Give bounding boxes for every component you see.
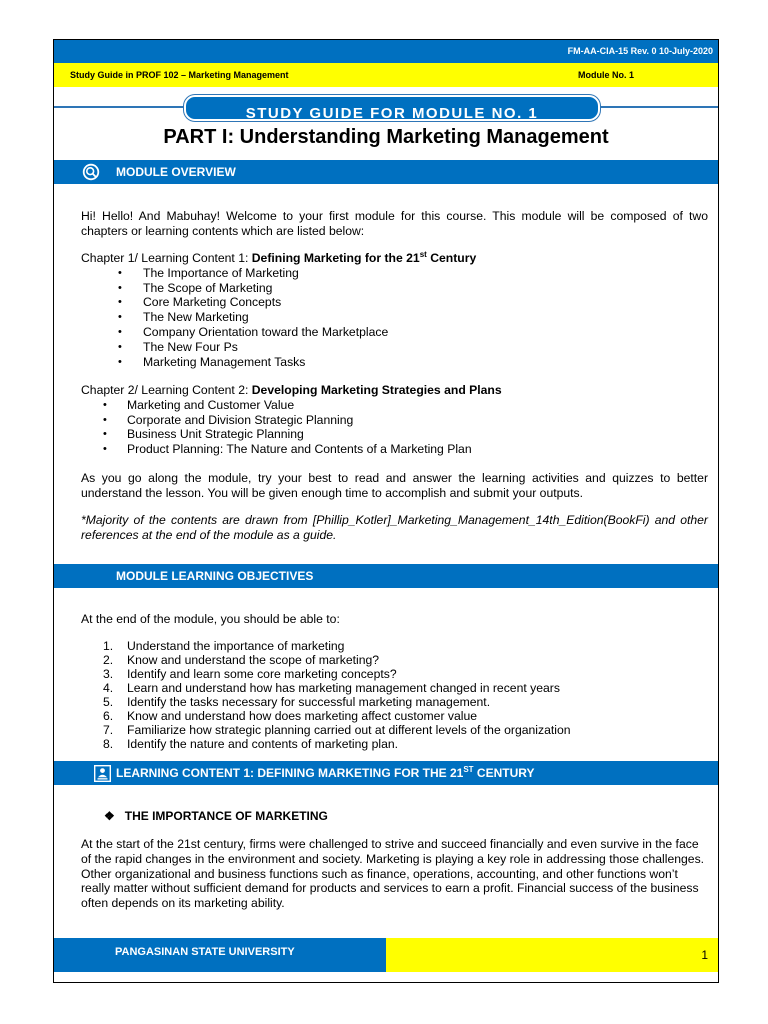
chapter2-title: Developing Marketing Strategies and Plans [251,383,502,397]
list-item: • The Scope of Marketing [81,281,708,296]
item-text: Identify the nature and contents of marketing plan. [127,737,399,751]
chapter1-title-end: Century [426,251,477,265]
item-text: Identify and learn some core marketing concepts? [127,667,397,681]
page-title: PART I: Understanding Marketing Management [163,126,609,148]
module-overview-title: MODULE OVERVIEW [116,165,236,179]
user-document-icon [94,765,111,782]
list-item [81,737,708,751]
item-number: 6. [103,709,114,723]
overview-closing: As you go along the module, try your best to read and answer the learning activities and quizzes to better understand the lesson. You will be given enough time to accomplish and submit your outputs. [81,471,708,500]
objectives-block [81,639,708,751]
search-icon [82,163,100,181]
module-banner [184,95,600,121]
list-item: • Marketing and Customer Value [81,398,708,413]
item-number: 2. [103,653,114,667]
item-text: Know and understand the scope of marketing? [127,653,380,667]
chapter1-list [81,266,708,370]
footer-page-bar [386,938,718,972]
chapter1-line [81,251,708,266]
chapter1-block [81,251,708,369]
chapter1-title: Defining Marketing for the 21 [251,251,420,265]
list-item [81,639,708,653]
objectives-list [81,639,708,751]
chapter1-prefix: Chapter 1/ Learning Content 1: [81,251,252,265]
module-objectives-header [54,564,718,588]
chapter2-list [81,398,708,457]
objectives-intro: At the end of the module, you should be able to: [81,612,340,626]
list-item: • Marketing Management Tasks [81,355,708,370]
list-item [81,723,708,737]
item-text: Familiarize how strategic planning carried out at different levels of the organization [127,723,571,737]
item-text: Learn and understand how has marketing management changed in recent years [127,681,560,695]
list-item: • Core Marketing Concepts [81,295,708,310]
list-item [81,709,708,723]
learning-content-title [116,761,534,785]
item-number: 5. [103,695,114,709]
chapter1-title-sup: st [419,249,427,259]
item-number: 7. [103,723,114,737]
learning-content-header [54,761,718,785]
footer-university-bar [54,938,386,972]
item-text: Identify the tasks necessary for successful marketing management. [127,695,491,709]
chapter2-prefix: Chapter 2/ Learning Content 2: [81,383,252,397]
list-item [81,681,708,695]
list-item: • Corporate and Division Strategic Planning [81,413,708,428]
subheading-text: THE IMPORTANCE OF MARKETING [124,809,328,823]
list-item: • The New Marketing [81,310,708,325]
footer-university: PANGASINAN STATE UNIVERSITY [115,946,295,958]
list-item: • Product Planning: The Nature and Contents of a Marketing Plan [81,442,708,457]
item-text: Understand the importance of marketing [127,639,345,653]
overview-note: *Majority of the contents are drawn from [Phillip_Kotler]_Marketing_Management_14th_Edition(BookFi) and other references at the end of the module as a guide. [81,513,708,542]
page-number: 1 [701,948,708,962]
module-number: Module No. 1 [578,70,634,80]
diamond-bullet-icon: ❖ [104,809,115,823]
form-code-bar [54,40,718,63]
list-item [81,695,708,709]
chapter2-block [81,383,708,457]
item-text: Know and understand how does marketing affect customer value [127,709,478,723]
item-number: 3. [103,667,114,681]
chapter2-line [81,383,708,398]
learning-content-title-text: LEARNING CONTENT 1: DEFINING MARKETING FOR THE 21 [116,766,464,780]
study-guide-bar [54,63,718,87]
learning-content-title-sup: ST [463,765,474,774]
list-item: • Company Orientation toward the Marketplace [81,325,708,340]
item-number: 4. [103,681,114,695]
overview-intro: Hi! Hello! And Mabuhay! Welcome to your first module for this course. This module will be composed of two chapters or learning contents which are listed below: [81,209,708,238]
module-overview-header [54,160,718,184]
list-item [81,653,708,667]
form-code: FM-AA-CIA-15 Rev. 0 10-July-2020 [567,46,713,56]
study-guide-label: Study Guide in PROF 102 – Marketing Management [70,70,289,80]
module-objectives-title: MODULE LEARNING OBJECTIVES [116,569,314,583]
item-number: 8. [103,737,114,751]
list-item: • The Importance of Marketing [81,266,708,281]
list-item: • The New Four Ps [81,340,708,355]
subheading [104,809,328,823]
item-number: 1. [103,639,114,653]
list-item: • Business Unit Strategic Planning [81,427,708,442]
module-banner-text: STUDY GUIDE FOR MODULE NO. 1 [245,105,539,121]
importance-paragraph: At the start of the 21st century, firms were challenged to strive and succeed financially and even survive in the face of the rapid changes in the environment and society. Marketing is playing a key role in addressing those challenges. Other organizational and business functions such as finance, operations, accounting, and other functions won’t really matter without sufficient demand for products and services to earn a profit. Financial success of the business often depends on its marketing ability. [81,837,705,911]
learning-content-title-end: CENTURY [473,766,535,780]
list-item [81,667,708,681]
